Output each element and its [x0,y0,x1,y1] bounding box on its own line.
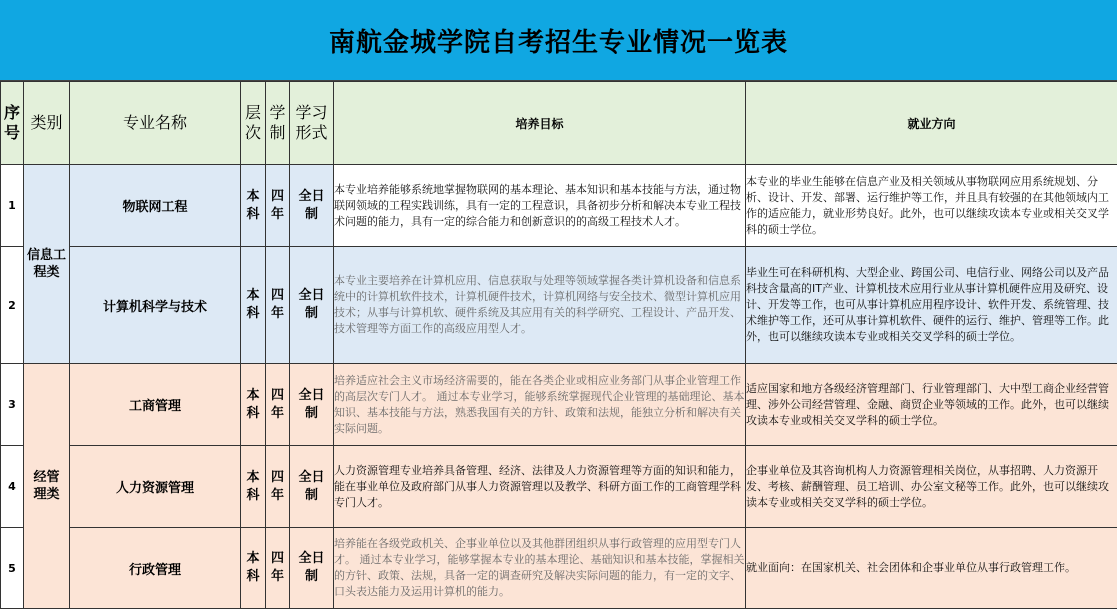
header-career: 就业方向 [746,82,1117,165]
major-name: 人力资源管理 [70,446,241,528]
career-cell: 毕业生可在科研机构、大型企业、跨国公司、电信行业、网络公司以及产品科技含量高的IT产业、计算机技术应用行业从事计算机硬件应用及研究、设计、开发等工作，也可从事计算机应用程序设计、软件开发、系统管理、技术维护等工作，还可从事计算机软件、硬件的运行、维护、管理等工作。此外，也可以继续攻读本专业或相关交叉学科的硕士学位。 [746,247,1117,364]
duration-cell: 四年 [266,165,290,247]
header-row [1,82,1117,165]
title-bar [0,0,1117,81]
page-title: 南航金城学院自考招生专业情况一览表 [329,22,788,59]
goal-cell: 培养适应社会主义市场经济需要的，能在各类企业或相应业务部门从事企业管理工作的高层次专门人才。 通过本专业学习，能够系统掌握现代企业管理的基础理论、基本知识、基本技能与方法，熟悉我国有关的方针、政策和法规，能独立分析和解决有关实际问题。 [334,364,746,446]
level-cell: 本科 [241,446,266,528]
duration-cell: 四年 [266,247,290,364]
majors-table [0,81,1117,609]
level-cell: 本科 [241,364,266,446]
row-seq: 3 [1,364,24,446]
mode-cell: 全日制 [290,528,334,609]
table-row [1,364,1117,446]
duration-cell: 四年 [266,364,290,446]
level-cell: 本科 [241,247,266,364]
career-cell: 适应国家和地方各级经济管理部门、行业管理部门、大中型工商企业经营管理、涉外公司经营管理、金融、商贸企业等领域的工作。此外，也可以继续攻读本专业或相关交叉学科的硕士学位。 [746,364,1117,446]
mode-cell: 全日制 [290,165,334,247]
header-duration: 学制 [266,82,290,165]
table-row [1,247,1117,364]
level-cell: 本科 [241,165,266,247]
major-name: 工商管理 [70,364,241,446]
career-cell: 本专业的毕业生能够在信息产业及相关领域从事物联网应用系统规划、分析、设计、开发、部署、运行维护等工作，并且具有较强的在其他领域内工作的适应能力，就业形势良好。此外，也可以继续攻读本专业或相关交叉学科的硕士学位。 [746,165,1117,247]
major-name: 物联网工程 [70,165,241,247]
header-level: 层次 [241,82,266,165]
category-info: 信息工程类 [24,165,70,364]
table-row [1,528,1117,609]
major-name: 行政管理 [70,528,241,609]
header-seq: 序号 [1,82,24,165]
header-category: 类别 [24,82,70,165]
goal-cell: 人力资源管理专业培养具备管理、经济、法律及人力资源管理等方面的知识和能力，能在事业单位及政府部门从事人力资源管理以及教学、科研方面工作的工商管理学科专门人才。 [334,446,746,528]
row-seq: 4 [1,446,24,528]
level-cell: 本科 [241,528,266,609]
row-seq: 5 [1,528,24,609]
career-cell: 企事业单位及其咨询机构人力资源管理相关岗位，从事招聘、人力资源开发、考核、薪酬管理、员工培训、办公室文秘等工作。此外，也可以继续攻读本专业或相关交叉学科的硕士学位。 [746,446,1117,528]
table-row [1,165,1117,247]
major-name: 计算机科学与技术 [70,247,241,364]
goal-cell: 本专业主要培养在计算机应用、信息获取与处理等领域掌握各类计算机设备和信息系统中的计算机软件技术，计算机硬件技术，计算机网络与安全技术、微型计算机应用技术；从事与计算机软、硬件系统及其应用有关的科学研究、工程设计、产品开发、技术管理等方面工作的高级应用型人才。 [334,247,746,364]
header-goal: 培养目标 [334,82,746,165]
table-row [1,446,1117,528]
header-mode: 学习形式 [290,82,334,165]
career-cell: 就业面向：在国家机关、社会团体和企事业单位从事行政管理工作。 [746,528,1117,609]
duration-cell: 四年 [266,528,290,609]
duration-cell: 四年 [266,446,290,528]
row-seq: 1 [1,165,24,247]
goal-cell: 培养能在各级党政机关、企事业单位以及其他群团组织从事行政管理的应用型专门人才。 通过本专业学习，能够掌握本专业的基本理论、基础知识和基本技能，掌握相关的方针、政策、法规，具备一定的调查研究及解决实际问题的能力，有一定的文字、口头表达能力及运用计算机的能力。 [334,528,746,609]
mode-cell: 全日制 [290,364,334,446]
category-econ: 经管理类 [24,364,70,609]
goal-cell: 本专业培养能够系统地掌握物联网的基本理论、基本知识和基本技能与方法，通过物联网领域的工程实践训练，具有一定的工程意识，具备初步分析和解决本专业工程技术问题的能力，具有一定的综合能力和创新意识的的高级工程技术人才。 [334,165,746,247]
header-major: 专业名称 [70,82,241,165]
mode-cell: 全日制 [290,247,334,364]
row-seq: 2 [1,247,24,364]
mode-cell: 全日制 [290,446,334,528]
